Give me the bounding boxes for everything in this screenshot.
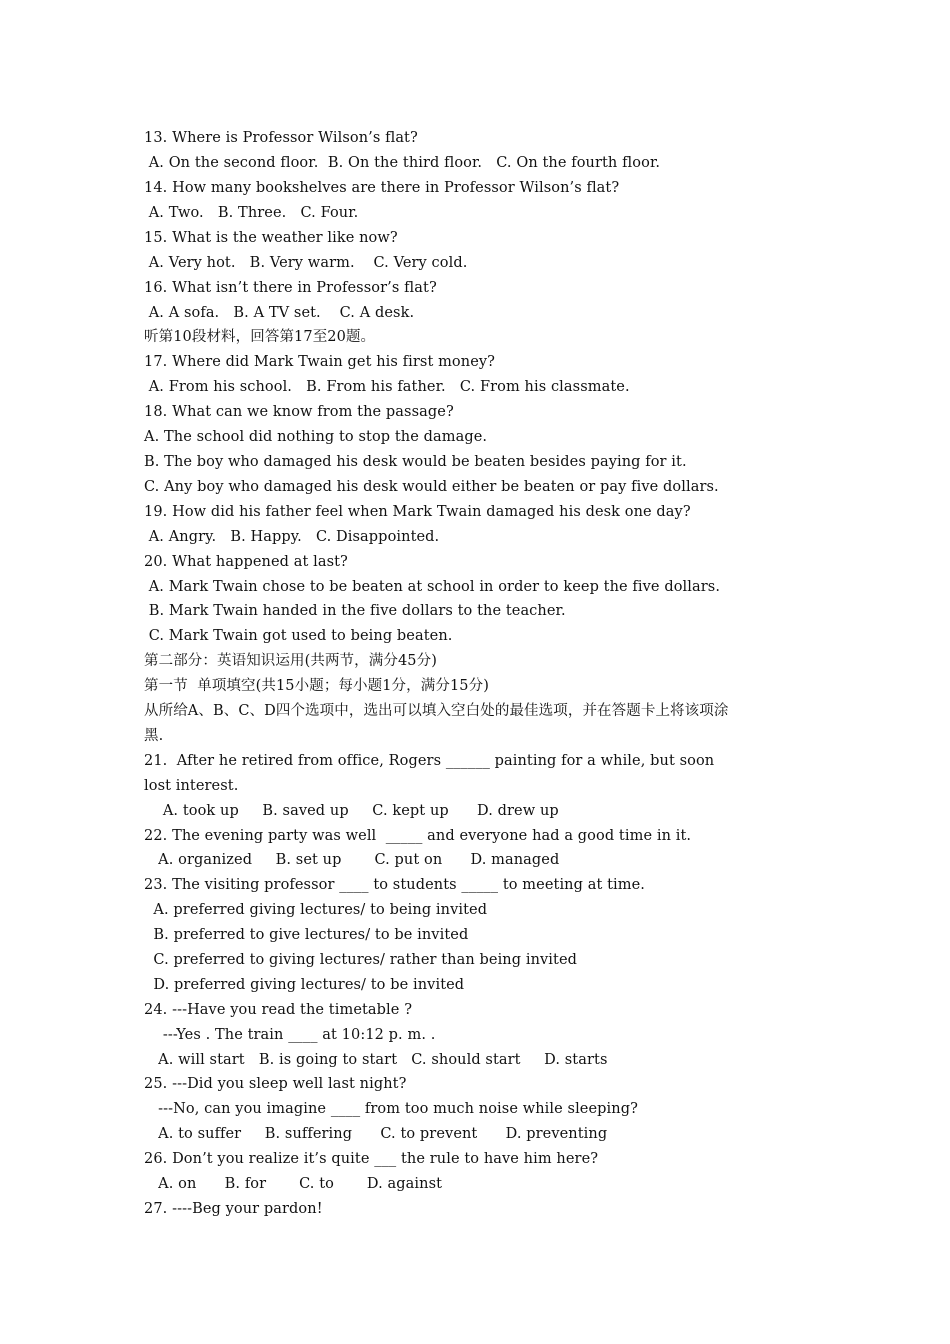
q18-option-a: A. The school did nothing to stop the damage. bbox=[144, 429, 488, 445]
section1-heading: 第一节 单项填空(共15小题；每小题1分，满分15分) bbox=[144, 678, 489, 694]
q17-options: A. From his school. B. From his father. C. From his classmate. bbox=[144, 379, 630, 395]
instructions-line-1: 从所给A、B、C、D四个选项中，选出可以填入空白处的最佳选项，并在答题卡上将该项涂 bbox=[144, 703, 729, 719]
part2-heading: 第二部分：英语知识运用(共两节，满分45分) bbox=[144, 653, 437, 669]
q26-question: 26. Don’t you realize it’s quite ___ the rule to have him here? bbox=[144, 1151, 599, 1167]
q24-reply: ---Yes . The train ____ at 10:12 p. m. . bbox=[144, 1027, 436, 1043]
q13-question: 13. Where is Professor Wilson’s flat? bbox=[144, 130, 418, 146]
q20-question: 20. What happened at last? bbox=[144, 554, 348, 570]
q21-options: A. took up B. saved up C. kept up D. drew up bbox=[144, 803, 559, 819]
q24-options: A. will start B. is going to start C. should start D. starts bbox=[144, 1052, 608, 1068]
instructions-line-2: 黑. bbox=[144, 728, 164, 744]
q20-option-c: C. Mark Twain got used to being beaten. bbox=[144, 628, 453, 644]
q18-question: 18. What can we know from the passage? bbox=[144, 404, 454, 420]
q18-option-c: C. Any boy who damaged his desk would either be beaten or pay five dollars. bbox=[144, 479, 719, 495]
q18-option-b: B. The boy who damaged his desk would be beaten besides paying for it. bbox=[144, 454, 687, 470]
q24-question: 24. ---Have you read the timetable ? bbox=[144, 1002, 413, 1018]
q25-reply: ---No, can you imagine ____ from too much noise while sleeping? bbox=[144, 1101, 638, 1117]
q16-question: 16. What isn’t there in Professor’s flat? bbox=[144, 280, 437, 296]
q23-option-a: A. preferred giving lectures/ to being invited bbox=[144, 902, 488, 918]
q20-option-b: B. Mark Twain handed in the five dollars to the teacher. bbox=[144, 603, 566, 619]
q19-options: A. Angry. B. Happy. C. Disappointed. bbox=[144, 529, 440, 545]
section10-heading: 听第10段材料，回答第17至20题。 bbox=[144, 329, 376, 345]
q21-question-line-2: lost interest. bbox=[144, 778, 239, 794]
q15-question: 15. What is the weather like now? bbox=[144, 230, 398, 246]
q15-options: A. Very hot. B. Very warm. C. Very cold. bbox=[144, 255, 468, 271]
q21-question-line-1: 21. After he retired from office, Rogers ______ painting for a while, but soon bbox=[144, 753, 715, 769]
q16-options: A. A sofa. B. A TV set. C. A desk. bbox=[144, 305, 415, 321]
q27-question: 27. ----Beg your pardon! bbox=[144, 1201, 323, 1217]
q14-question: 14. How many bookshelves are there in Professor Wilson’s flat? bbox=[144, 180, 620, 196]
q26-options: A. on B. for C. to D. against bbox=[144, 1176, 443, 1192]
q22-options: A. organized B. set up C. put on D. managed bbox=[144, 852, 560, 868]
q23-question: 23. The visiting professor ____ to students _____ to meeting at time. bbox=[144, 877, 645, 893]
q25-question: 25. ---Did you sleep well last night? bbox=[144, 1076, 407, 1092]
q25-options: A. to suffer B. suffering C. to prevent D. preventing bbox=[144, 1126, 608, 1142]
q14-options: A. Two. B. Three. C. Four. bbox=[144, 205, 359, 221]
q23-option-c: C. preferred to giving lectures/ rather than being invited bbox=[144, 952, 578, 968]
q23-option-d: D. preferred giving lectures/ to be invited bbox=[144, 977, 465, 993]
q17-question: 17. Where did Mark Twain get his first money? bbox=[144, 354, 496, 370]
q20-option-a: A. Mark Twain chose to be beaten at school in order to keep the five dollars. bbox=[144, 579, 721, 595]
q23-option-b: B. preferred to give lectures/ to be invited bbox=[144, 927, 469, 943]
q22-question: 22. The evening party was well _____ and everyone had a good time in it. bbox=[144, 828, 692, 844]
q13-options: A. On the second floor. B. On the third floor. C. On the fourth floor. bbox=[144, 155, 661, 171]
q19-question: 19. How did his father feel when Mark Twain damaged his desk one day? bbox=[144, 504, 691, 520]
